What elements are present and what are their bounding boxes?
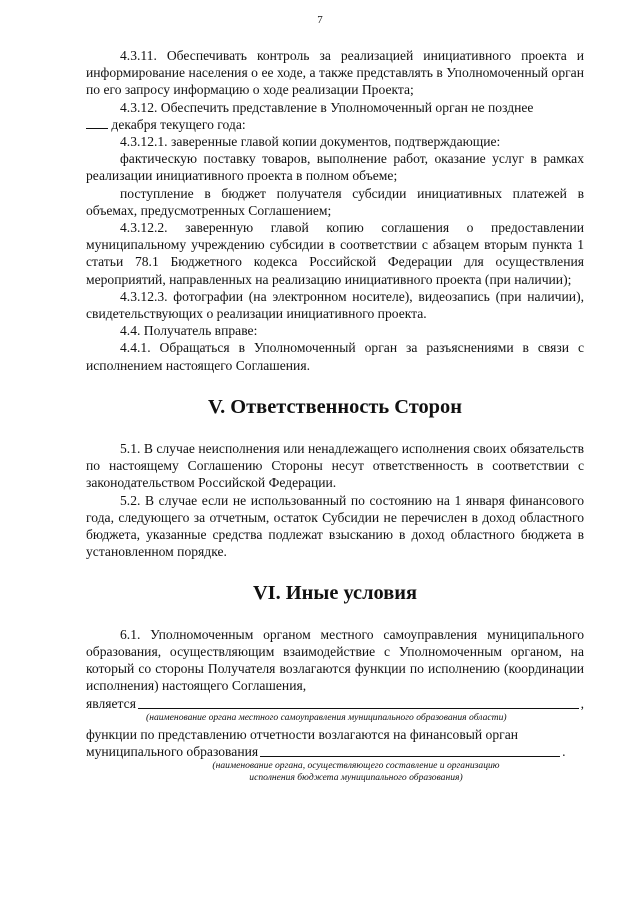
fill-line-authority xyxy=(86,695,584,712)
paragraph-4-3-11: 4.3.11. Обеспечивать контроль за реализацией инициативного проекта и информирование населения о ее ходе, а также представлять в Уполномоченный орган по его запросу информацию о ходе реализации Проекта; xyxy=(86,48,584,98)
fill-line-label: является xyxy=(86,695,136,711)
paragraph-5-1: 5.1. В случае неисполнения или ненадлежащего исполнения своих обязательств по настоящему Соглашению Стороны несут ответственность в соответствии с законодательством Российской Федерации. xyxy=(86,441,584,491)
paragraph-4-3-12-3: 4.3.12.3. фотографии (на электронном носителе), видеозапись (при наличии), свидетельствующих о реализации инициативного проекта. xyxy=(86,288,584,322)
paragraph-6-1: 6.1. Уполномоченным органом местного самоуправления муниципального образования, осуществляющим взаимодействие с Уполномоченным органом, на который со стороны Получателя возлагаются функции по исполнению (координации исполнения) настоящего Соглашения, xyxy=(86,626,584,694)
section-4-continued xyxy=(86,47,584,374)
date-blank-line xyxy=(86,116,108,129)
caption-local-authority: (наименование органа местного самоуправления муниципального образования области) xyxy=(146,711,507,723)
paragraph-4-3-12: 4.3.12. Обеспечить представление в Уполномоченный орган не позднее xyxy=(120,99,534,115)
fill-line-end: . xyxy=(562,743,566,759)
paragraph-4-4-1: 4.4.1. Обращаться в Уполномоченный орган за разъяснениями в связи с исполнением настоящего Соглашения. xyxy=(86,340,584,373)
fill-line-finance xyxy=(86,743,580,760)
paragraph-4-3-12-1: 4.3.12.1. заверенные главой копии документов, подтверждающие: xyxy=(120,134,501,150)
paragraph-4-4: 4.4. Получатель вправе: xyxy=(120,323,258,339)
paragraph-4-3-12-2: 4.3.12.2. заверенную главой копию соглашения о предоставлении муниципальному учреждению субсидии в соответствии с абзацем вторым пункта 1 статьи 78.1 Бюджетного кодекса Российской Федерации для осуществления мероприятий, направленных на реализацию инициативного проекта (при наличии); xyxy=(86,220,584,287)
caption-finance-authority: (наименование органа, осуществляющего составление и организацию исполнения бюджета муниципального образования) xyxy=(212,760,500,784)
paragraph-4-3-12-1-b: поступление в бюджет получателя субсидии инициативных платежей в объемах, предусмотренных Соглашением; xyxy=(86,185,584,218)
fill-line-end: , xyxy=(580,695,584,711)
paragraph-6-1-continued: функции по представлению отчетности возлагаются на финансовый орган xyxy=(86,726,519,742)
finance-blank-line xyxy=(260,743,560,757)
paragraph-4-3-12-1-a: фактическую поставку товаров, выполнение работ, оказание услуг в рамках реализации инициативного проекта в полном объеме; xyxy=(86,151,584,184)
fill-line-label: муниципального образования xyxy=(86,743,259,759)
authority-blank-line xyxy=(138,695,579,709)
paragraph-4-3-12-deadline: декабря текущего года: xyxy=(86,116,584,133)
document-body xyxy=(86,47,584,784)
paragraph-5-2: 5.2. В случае если не использованный по состоянию на 1 января финансового года, следующего за отчетным, остаток Субсидии не перечислен в доход областного бюджета, указанные средства подлежат взысканию в доход областного бюджета в установленном порядке. xyxy=(86,492,584,560)
section-6 xyxy=(86,626,584,784)
section-5-heading: V. Ответственность Сторон xyxy=(208,395,462,418)
section-5 xyxy=(86,440,584,560)
section-6-heading: VI. Иные условия xyxy=(252,582,418,605)
page-number: 7 xyxy=(317,14,323,26)
